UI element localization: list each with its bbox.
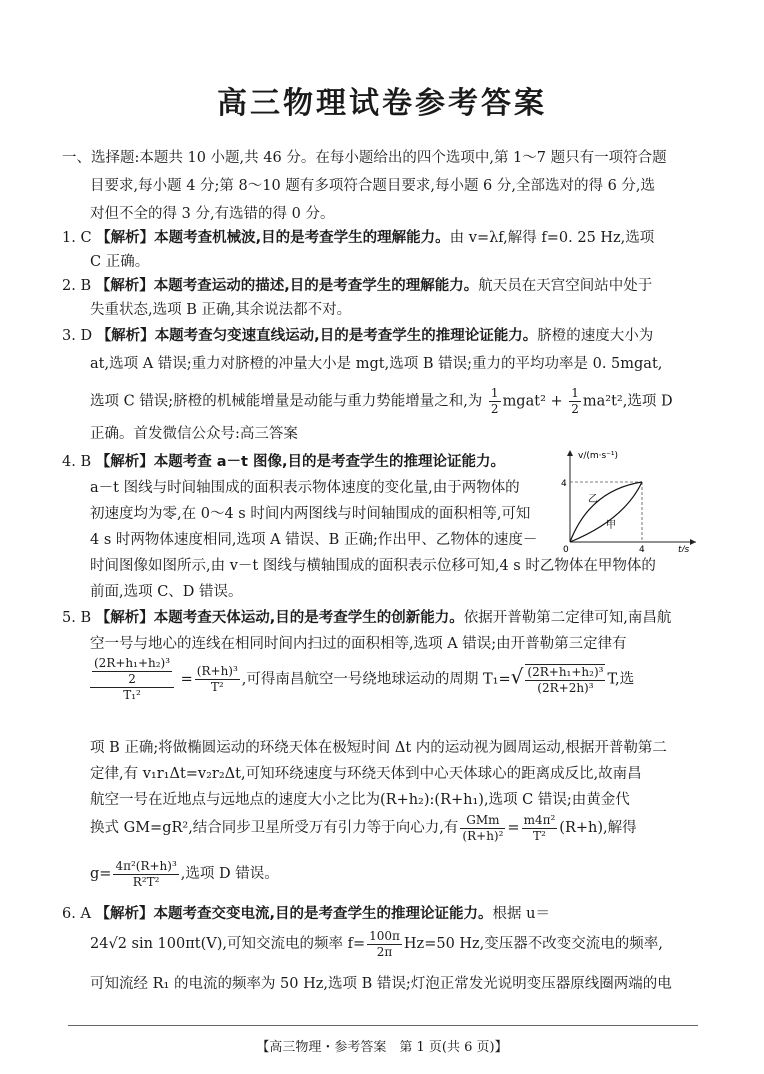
answer-5-line-6: 航空一号在近地点与远地点的速度大小之比为(R+h₂):(R+h₁),选项 C 错误;由黄金代 (90, 792, 630, 808)
numerator: (R+h)³ (196, 664, 238, 678)
answer-number: 2. B (62, 278, 92, 294)
analysis-tag: 【解析】 (96, 328, 155, 344)
text-segment: ,可得南昌航空一号绕地球运动的周期 T₁= (241, 671, 511, 688)
denominator: 2 (490, 402, 499, 416)
denominator: 2 (128, 672, 136, 686)
numerator: 1 (571, 386, 579, 400)
answer-5-line-3: $\frac{\frac{\text{(2R+h₁+h₂)³}}{2}}{\text{T₁²}}$ = $\frac{\text{(R+h)³}}{\text{T²}}$ ,可得南昌航空一号绕地球运动的周期 T₁=√ $\frac{\text{(2R+h₁+h₂)³}}{\text{(2R+2h)³}}$ T,选 (88, 656, 634, 703)
kepler-fraction-left (90, 656, 174, 703)
answer-4-line-4: 4 s 时两物体速度相同,选项 A 错误、B 正确;作出甲、乙物体的速度－ (90, 532, 538, 548)
analysis-summary: 本题考查 a－t 图像,目的是考查学生的推理论证能力。 (153, 454, 506, 470)
numerator: m4π² (523, 812, 556, 827)
answer-1-line-2: C 正确。 (90, 254, 150, 270)
g-fraction (113, 859, 178, 890)
answer-3-line-2: at,选项 A 错误;重力对脐橙的冲量大小是 mgt,选项 B 错误;重力的平均功率是 0. 5mgat, (90, 356, 663, 372)
analysis-summary: 本题考查匀变速直线运动,目的是考查学生的推理论证能力。 (154, 328, 538, 344)
numerator (90, 656, 174, 688)
answer-4-line-2: a－t 图线与时间轴围成的面积表示物体速度的变化量,由于两物体的 (90, 480, 520, 496)
answer-6-line-2 (90, 928, 663, 960)
curve-label-jia: 甲 (606, 520, 616, 531)
text-segment: mgat² + (502, 393, 563, 410)
answer-3-line-1 (62, 326, 653, 346)
denominator: 2 (571, 402, 579, 416)
text-segment: T,选 (607, 671, 635, 688)
y-tick-label: 4 (561, 479, 567, 489)
denominator: (R+h)² (462, 828, 504, 843)
analysis-tag: 【解析】 (95, 454, 154, 470)
text-segment: g= (90, 866, 112, 882)
answer-5-line-8 (90, 858, 279, 890)
analysis-tag: 【解析】 (96, 230, 155, 246)
kepler-fraction-right (195, 664, 240, 695)
denominator: (2R+2h)³ (537, 680, 594, 695)
analysis-text: 由 v=λf,解得 f=0. 25 Hz,选项 (449, 230, 655, 246)
text-segment: (R+h),解得 (559, 820, 637, 836)
answer-5-line-7 (90, 812, 637, 844)
analysis-summary: 本题考查运动的描述,目的是考查学生的理解能力。 (153, 278, 479, 294)
analysis-summary: 本题考查机械波,目的是考查学生的理解能力。 (154, 230, 450, 246)
answer-5-line-2: 空一号与地心的连线在相同时间内扫过的面积相等,选项 A 错误;由开普勒第三定律有 (90, 636, 627, 652)
answer-6-line-3: 可知流经 R₁ 的电流的频率为 50 Hz,选项 B 错误;灯泡正常发光说明变压器原线圈两端的电 (90, 976, 672, 992)
curve-yi (570, 482, 642, 542)
section-heading-line-2: 目要求,每小题 4 分;第 8～10 题有多项符合题目要求,每小题 6 分,全部选对的得 6 分,选 (90, 178, 656, 194)
y-axis-arrow (567, 450, 573, 456)
answer-3-line-3 (90, 386, 673, 417)
inner-fraction (92, 656, 172, 687)
answer-number: 5. B (62, 610, 92, 626)
analysis-tag: 【解析】 (95, 610, 154, 626)
period-fraction (525, 664, 605, 696)
text-segment: 选项 C 错误;脐橙的机械能增量是动能与重力势能增量之和,为 (90, 393, 483, 410)
x-tick-label: 4 (639, 545, 645, 552)
footer-divider (68, 1025, 698, 1026)
fraction-half (489, 386, 501, 417)
numerator: 4π²(R+h)³ (115, 858, 177, 873)
analysis-text: 航天员在天宫空间站中处于 (478, 278, 653, 294)
answer-6-line-1 (62, 904, 550, 924)
gravity-fraction (460, 813, 505, 844)
frequency-fraction (367, 929, 402, 960)
text-segment: 24√2 sin 100πt(V),可知交流电的频率 f= (90, 936, 366, 952)
curve-jia (570, 482, 642, 542)
answer-4-line-5: 时间图像如图所示,由 v－t 图线与横轴围成的面积表示位移可知,4 s 时乙物体在甲物体的 (90, 558, 656, 574)
numerator: GMm (460, 813, 505, 829)
answer-4-line-6: 前面,选项 C、D 错误。 (90, 584, 243, 600)
answer-4-line-1 (62, 452, 505, 472)
denominator: T² (210, 680, 224, 694)
answer-5-line-1 (62, 608, 671, 628)
section-heading-line-1: 一、选择题:本题共 10 小题,共 46 分。在每小题给出的四个选项中,第 1～7 题只有一项符合题 (62, 150, 667, 166)
answer-number: 1. C (62, 230, 92, 246)
answer-5-line-4: 项 B 正确;将做椭圆运动的环绕天体在极短时间 Δt 内的运动视为圆周运动,根据开普勒第二 (90, 740, 667, 756)
answer-number: 6. A (62, 906, 91, 922)
curve-label-yi: 乙 (588, 494, 598, 505)
numerator: (2R+h₁+h₂)³ (527, 664, 604, 679)
analysis-text: 根据 u＝ (492, 906, 550, 922)
numerator: 100π (369, 928, 400, 943)
denominator: R²T² (132, 874, 160, 889)
denominator: T² (533, 828, 546, 843)
text-segment: ma²t²,选项 D (582, 393, 673, 410)
text-segment: Hz=50 Hz,变压器不改变交流电的频率, (403, 936, 663, 952)
numerator: 1 (490, 386, 499, 400)
analysis-text: 依据开普勒第二定律可知,南昌航 (463, 610, 672, 626)
analysis-tag: 【解析】 (95, 278, 154, 294)
centripetal-fraction (522, 813, 558, 844)
velocity-time-graph (560, 446, 700, 552)
page-title: 高三物理试卷参考答案 (217, 86, 547, 121)
origin-label: 0 (563, 545, 569, 552)
answer-number: 3. D (62, 328, 93, 344)
answer-2-line-2: 失重状态,选项 B 正确,其余说法都不对。 (90, 302, 352, 318)
y-axis-label: v/(m·s⁻¹) (578, 451, 619, 461)
analysis-summary: 本题考查交变电流,目的是考查学生的推理论证能力。 (153, 906, 493, 922)
numerator: (2R+h₁+h₂)³ (94, 656, 171, 670)
answer-1-line-1 (62, 228, 654, 248)
answer-2-line-1 (62, 276, 652, 296)
text-segment: 换式 GM=gR²,结合同步卫星所受万有引力等于向心力,有 (90, 820, 459, 836)
section-heading-line-3: 对但不全的得 3 分,有选错的得 0 分。 (90, 206, 335, 222)
analysis-tag: 【解析】 (95, 906, 154, 922)
text-segment: = (507, 820, 520, 836)
denominator: T₁² (123, 688, 141, 702)
denominator: 2π (376, 944, 393, 959)
analysis-summary: 本题考查天体运动,目的是考查学生的创新能力。 (153, 610, 464, 626)
answer-4-line-3: 初速度均为零,在 0～4 s 时间内两图线与时间轴围成的面积相等,可知 (90, 506, 531, 522)
answer-5-line-5: 定律,有 v₁r₁Δt=v₂r₂Δt,可知环绕速度与环绕天体到中心天体球心的距离成反比,故南昌 (90, 766, 642, 782)
x-axis-arrow (690, 539, 696, 545)
x-axis-label: t/s (678, 545, 690, 552)
fraction-half (569, 386, 581, 417)
answer-number: 4. B (62, 454, 92, 470)
analysis-text: 脐橙的速度大小为 (537, 328, 654, 344)
page-footer: 【高三物理・参考答案 第 1 页(共 6 页)】 (256, 1040, 508, 1055)
text-segment: ,选项 D 错误。 (180, 866, 279, 882)
answer-3-line-4: 正确。首发微信公众号:高三答案 (90, 426, 298, 442)
